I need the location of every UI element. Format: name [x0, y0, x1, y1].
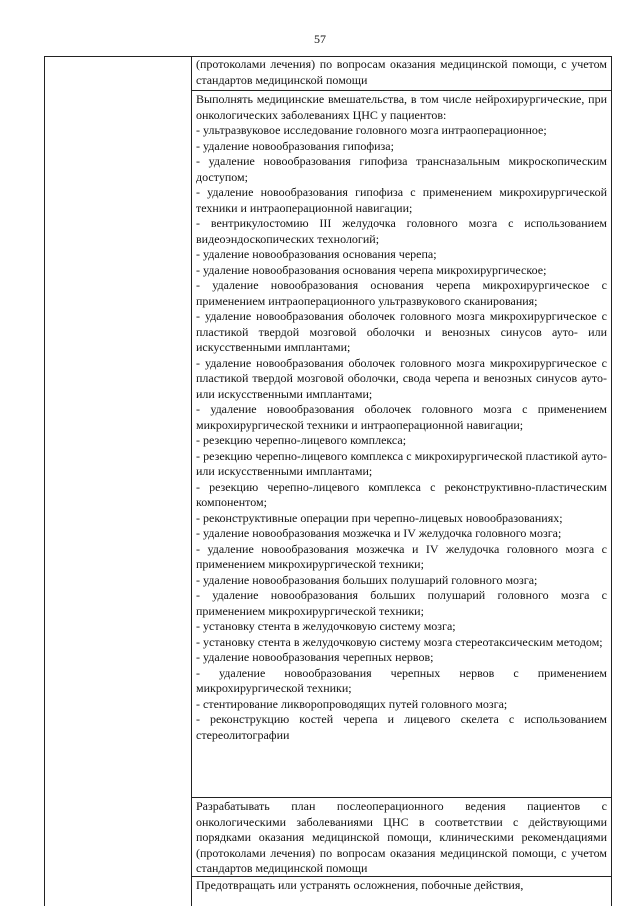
- list-item: - удаление новообразования основания черепа микрохирургическое;: [196, 262, 547, 277]
- list-item: - удаление новообразования оболочек головного мозга микрохирургическое с пластикой твердой мозговой оболочки, свода черепа и венозных синусов ауто- или искусственными имплантами;: [196, 355, 607, 401]
- list-item: - удаление новообразования оболочек головного мозга с применением микрохирургической техники и интраоперационной навигации;: [196, 402, 607, 432]
- table-cell-4: [192, 878, 611, 906]
- list-item: - удаление новообразования оболочек головного мозга микрохирургическое с пластикой твердой мозговой оболочки и венозных синусов ауто- или искусственными имплантами;: [196, 309, 607, 354]
- list-item: - удаление новообразования гипофиза;: [196, 138, 394, 153]
- list-item: - удаление новообразования больших полушарий головного мозга с применением микрохирургической техники;: [196, 588, 607, 618]
- cell-3-text: Разрабатывать план послеоперационного ведения пациентов с онкологическими заболеваниями ЦНС в соответствии с действующими порядками оказания медицинской помощи, клиническими рекомендациями (протоколами лечения) по вопросам оказания медицинской помощи, с учетом стандартов медицинской помощи: [196, 799, 607, 875]
- list-item: - резекцию черепно-лицевого комплекса с реконструктивно-пластическим компонентом;: [196, 479, 607, 509]
- right-column: [192, 57, 612, 906]
- list-item: - стентирование ликворопроводящих путей головного мозга;: [196, 696, 508, 711]
- list-item: - ультразвуковое исследование головного мозга интраоперационное;: [196, 123, 547, 137]
- list-item: - удаление новообразования гипофиза трансназальным микроскопическим доступом;: [196, 154, 607, 184]
- list-item: - резекцию черепно-лицевого комплекса с микрохирургической пластикой ауто- или искусственными имплантами;: [196, 448, 607, 478]
- document-table: [44, 56, 612, 906]
- table-cell-1: [192, 57, 611, 91]
- list-item: - реконструкцию костей черепа и лицевого скелета с использованием стереолитографии: [196, 712, 607, 742]
- list-item: - установку стента в желудочковую систему мозга;: [196, 619, 456, 633]
- list-item: - реконструктивные операции при черепно-лицевых новообразованиях;: [196, 510, 563, 525]
- list-item: - удаление новообразования основания черепа микрохирургическое с применением интраоперационного ультразвукового сканирования;: [196, 278, 607, 308]
- list-item: - удаление новообразования основания черепа;: [196, 247, 437, 261]
- cell-1-text: (протоколами лечения) по вопросам оказания медицинской помощи, с учетом стандартов медицинской помощи: [196, 57, 607, 87]
- list-item: - удаление новообразования черепных нервов с применением микрохирургической техники;: [196, 665, 607, 695]
- table-cell-2: [192, 92, 611, 798]
- left-column-empty: [44, 57, 192, 906]
- page-number: 57: [314, 32, 326, 46]
- list-item: - удаление новообразования гипофиза с применением микрохирургической техники и интраоперационной навигации;: [196, 185, 607, 215]
- table-cell-3: [192, 799, 611, 877]
- list-item: - резекцию черепно-лицевого комплекса;: [196, 433, 407, 447]
- cell-4-text: Предотвращать или устранять осложнения, побочные действия,: [196, 878, 524, 892]
- list-item: - установку стента в желудочковую систему мозга стереотаксическим методом;: [196, 634, 603, 649]
- list-item: - удаление новообразования мозжечка и IV желудочка головного мозга;: [196, 526, 562, 540]
- list-item: - удаление новообразования больших полушарий головного мозга;: [196, 572, 538, 587]
- list-item: - вентрикулостомию III желудочка головного мозга с использованием видеоэндоскопических технологий;: [196, 216, 607, 246]
- list-item: - удаление новообразования мозжечка и IV желудочка головного мозга с применением микрохирургической техники;: [196, 541, 607, 571]
- cell-2-intro: Выполнять медицинские вмешательства, в том числе нейрохирургические, при онкологических заболеваниях ЦНС у пациентов:: [196, 92, 607, 122]
- list-item: - удаление новообразования черепных нервов;: [196, 650, 434, 664]
